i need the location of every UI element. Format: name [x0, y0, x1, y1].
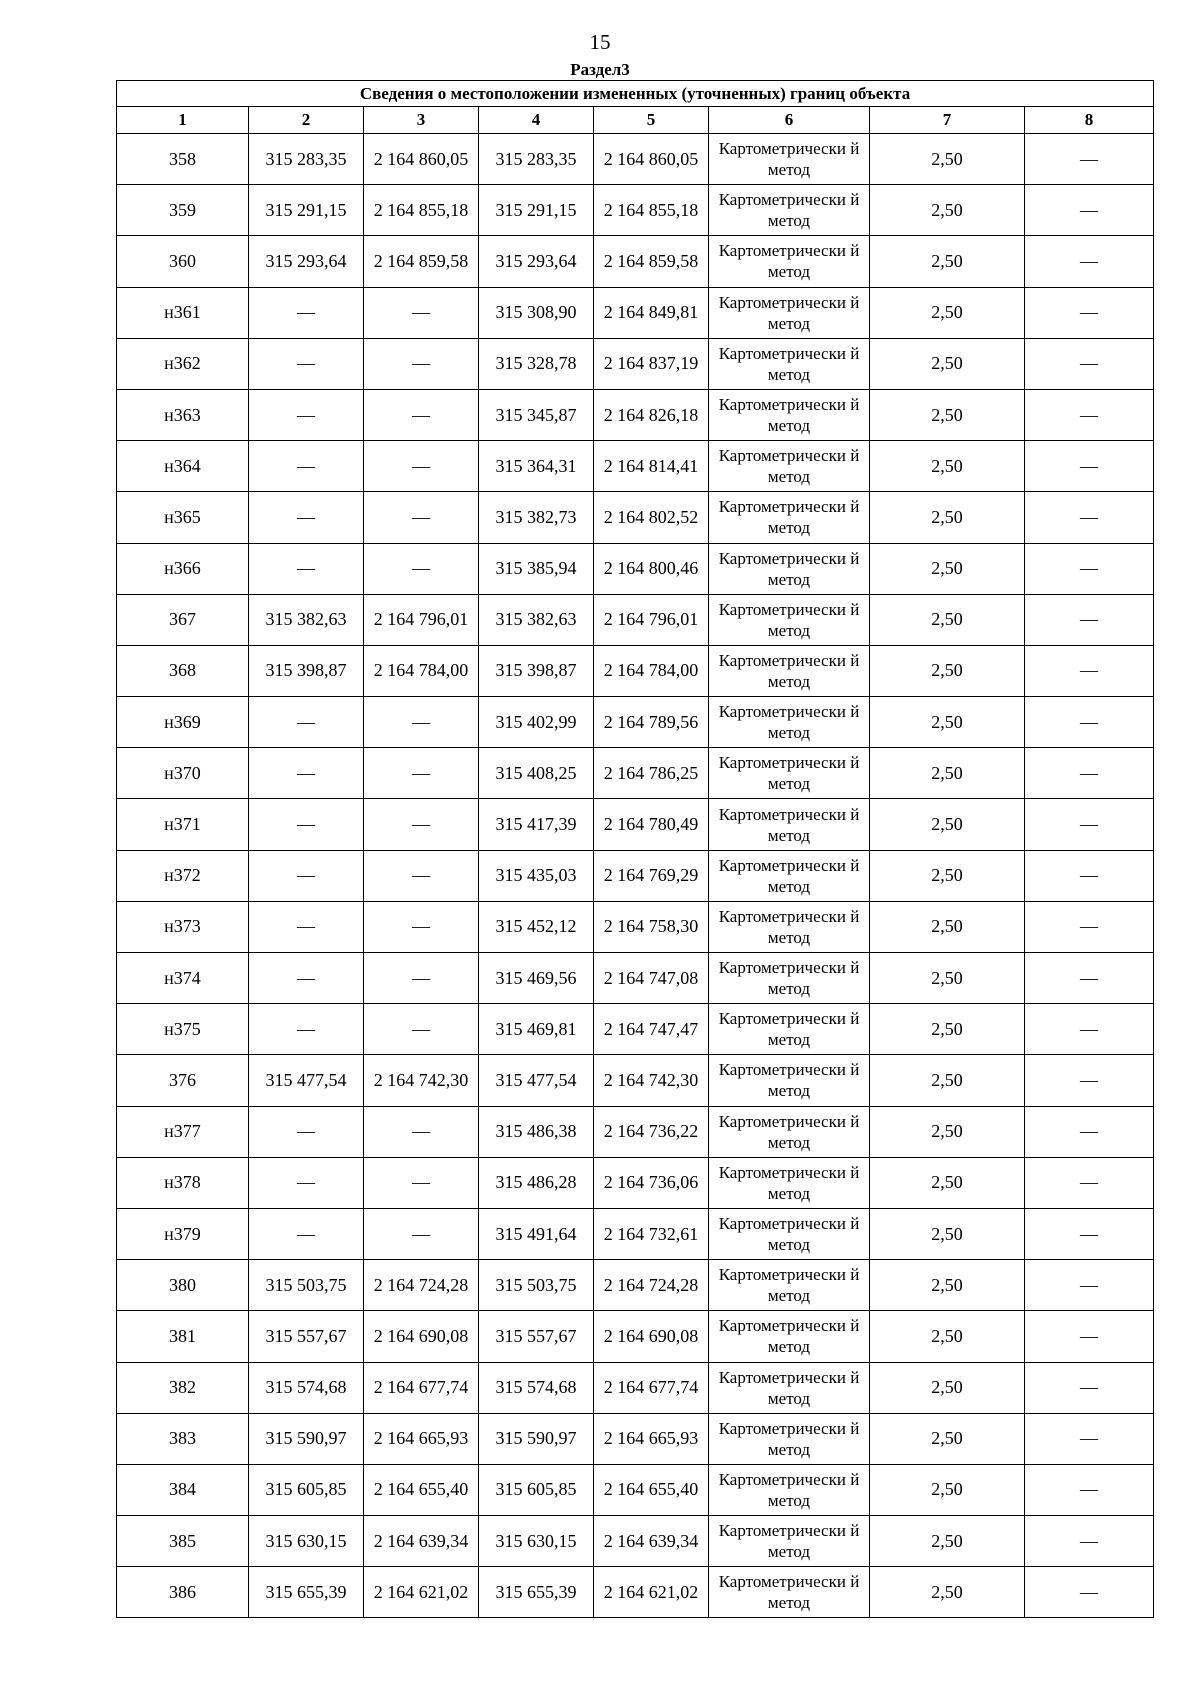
method-cell: Картометрически й метод: [709, 594, 870, 645]
description-cell: —: [1025, 1004, 1154, 1055]
method-cell: Картометрически й метод: [709, 1055, 870, 1106]
table-row: [117, 1311, 1154, 1362]
old-y-cell: —: [364, 1004, 479, 1055]
old-x-cell: 315 655,39: [249, 1567, 364, 1618]
new-y-cell: 2 164 758,30: [594, 901, 709, 952]
table-row: [117, 748, 1154, 799]
new-y-cell: 2 164 796,01: [594, 594, 709, 645]
new-y-cell: 2 164 814,41: [594, 441, 709, 492]
column-number: 2: [249, 107, 364, 134]
old-y-cell: 2 164 724,28: [364, 1260, 479, 1311]
old-y-cell: —: [364, 543, 479, 594]
table-row: [117, 389, 1154, 440]
point-number-cell: н373: [117, 901, 249, 952]
old-x-cell: 315 293,64: [249, 236, 364, 287]
accuracy-cell: 2,50: [870, 287, 1025, 338]
old-y-cell: 2 164 621,02: [364, 1567, 479, 1618]
old-x-cell: —: [249, 543, 364, 594]
old-y-cell: 2 164 665,93: [364, 1413, 479, 1464]
new-y-cell: 2 164 655,40: [594, 1464, 709, 1515]
accuracy-cell: 2,50: [870, 1362, 1025, 1413]
old-y-cell: 2 164 690,08: [364, 1311, 479, 1362]
old-y-cell: 2 164 784,00: [364, 645, 479, 696]
accuracy-cell: 2,50: [870, 1260, 1025, 1311]
description-cell: —: [1025, 799, 1154, 850]
new-y-cell: 2 164 736,22: [594, 1106, 709, 1157]
method-cell: Картометрически й метод: [709, 185, 870, 236]
old-x-cell: 315 291,15: [249, 185, 364, 236]
old-y-cell: —: [364, 338, 479, 389]
table-row: [117, 1567, 1154, 1618]
old-x-cell: —: [249, 850, 364, 901]
new-y-cell: 2 164 860,05: [594, 134, 709, 185]
table-row: [117, 1362, 1154, 1413]
new-x-cell: 315 469,56: [479, 953, 594, 1004]
column-number: 3: [364, 107, 479, 134]
table-row: [117, 850, 1154, 901]
point-number-cell: 380: [117, 1260, 249, 1311]
old-y-cell: —: [364, 1157, 479, 1208]
old-x-cell: 315 630,15: [249, 1516, 364, 1567]
old-x-cell: —: [249, 901, 364, 952]
new-y-cell: 2 164 784,00: [594, 645, 709, 696]
description-cell: —: [1025, 645, 1154, 696]
new-y-cell: 2 164 859,58: [594, 236, 709, 287]
point-number-cell: н362: [117, 338, 249, 389]
accuracy-cell: 2,50: [870, 543, 1025, 594]
old-x-cell: —: [249, 1106, 364, 1157]
new-y-cell: 2 164 742,30: [594, 1055, 709, 1106]
method-cell: Картометрически й метод: [709, 389, 870, 440]
table-row: [117, 1055, 1154, 1106]
table-row: [117, 901, 1154, 952]
old-y-cell: 2 164 639,34: [364, 1516, 479, 1567]
old-x-cell: —: [249, 953, 364, 1004]
table-row: [117, 1157, 1154, 1208]
description-cell: —: [1025, 492, 1154, 543]
method-cell: Картометрически й метод: [709, 1413, 870, 1464]
old-x-cell: 315 382,63: [249, 594, 364, 645]
accuracy-cell: 2,50: [870, 1208, 1025, 1259]
point-number-cell: 383: [117, 1413, 249, 1464]
column-number: 8: [1025, 107, 1154, 134]
point-number-cell: 384: [117, 1464, 249, 1515]
point-number-cell: 359: [117, 185, 249, 236]
column-number: 7: [870, 107, 1025, 134]
new-y-cell: 2 164 769,29: [594, 850, 709, 901]
old-y-cell: —: [364, 492, 479, 543]
description-cell: —: [1025, 389, 1154, 440]
accuracy-cell: 2,50: [870, 338, 1025, 389]
point-number-cell: 368: [117, 645, 249, 696]
old-x-cell: 315 503,75: [249, 1260, 364, 1311]
old-y-cell: —: [364, 1106, 479, 1157]
new-y-cell: 2 164 800,46: [594, 543, 709, 594]
old-y-cell: 2 164 677,74: [364, 1362, 479, 1413]
old-y-cell: 2 164 742,30: [364, 1055, 479, 1106]
accuracy-cell: 2,50: [870, 799, 1025, 850]
description-cell: —: [1025, 543, 1154, 594]
table-row: [117, 1413, 1154, 1464]
new-y-cell: 2 164 849,81: [594, 287, 709, 338]
table-body: [117, 134, 1154, 1618]
description-cell: —: [1025, 850, 1154, 901]
method-cell: Картометрически й метод: [709, 287, 870, 338]
table-title: Сведения о местоположении измененных (уточненных) границ объекта: [117, 81, 1154, 107]
new-x-cell: 315 382,73: [479, 492, 594, 543]
point-number-cell: 381: [117, 1311, 249, 1362]
new-y-cell: 2 164 837,19: [594, 338, 709, 389]
table-row: [117, 645, 1154, 696]
point-number-cell: 367: [117, 594, 249, 645]
new-y-cell: 2 164 802,52: [594, 492, 709, 543]
method-cell: Картометрически й метод: [709, 1464, 870, 1515]
point-number-cell: н372: [117, 850, 249, 901]
page-number: 15: [589, 30, 611, 54]
section-title: Раздел3: [570, 60, 630, 79]
new-x-cell: 315 477,54: [479, 1055, 594, 1106]
accuracy-cell: 2,50: [870, 697, 1025, 748]
new-x-cell: 315 452,12: [479, 901, 594, 952]
new-x-cell: 315 469,81: [479, 1004, 594, 1055]
column-number: 6: [709, 107, 870, 134]
method-cell: Картометрически й метод: [709, 697, 870, 748]
new-y-cell: 2 164 732,61: [594, 1208, 709, 1259]
new-x-cell: 315 345,87: [479, 389, 594, 440]
old-x-cell: —: [249, 748, 364, 799]
method-cell: Картометрически й метод: [709, 1311, 870, 1362]
accuracy-cell: 2,50: [870, 594, 1025, 645]
description-cell: —: [1025, 1260, 1154, 1311]
description-cell: —: [1025, 1362, 1154, 1413]
column-number: 4: [479, 107, 594, 134]
new-y-cell: 2 164 665,93: [594, 1413, 709, 1464]
table-row: [117, 1106, 1154, 1157]
point-number-cell: н379: [117, 1208, 249, 1259]
point-number-cell: н363: [117, 389, 249, 440]
new-y-cell: 2 164 747,08: [594, 953, 709, 1004]
accuracy-cell: 2,50: [870, 492, 1025, 543]
description-cell: —: [1025, 1157, 1154, 1208]
description-cell: —: [1025, 338, 1154, 389]
old-x-cell: 315 477,54: [249, 1055, 364, 1106]
description-cell: —: [1025, 748, 1154, 799]
table-row: [117, 287, 1154, 338]
old-y-cell: 2 164 860,05: [364, 134, 479, 185]
old-x-cell: —: [249, 441, 364, 492]
old-x-cell: 315 557,67: [249, 1311, 364, 1362]
new-x-cell: 315 291,15: [479, 185, 594, 236]
table-row: [117, 594, 1154, 645]
point-number-cell: 376: [117, 1055, 249, 1106]
table-row: [117, 441, 1154, 492]
accuracy-cell: 2,50: [870, 134, 1025, 185]
new-y-cell: 2 164 789,56: [594, 697, 709, 748]
point-number-cell: 385: [117, 1516, 249, 1567]
accuracy-cell: 2,50: [870, 441, 1025, 492]
description-cell: —: [1025, 953, 1154, 1004]
table-row: [117, 236, 1154, 287]
old-y-cell: 2 164 859,58: [364, 236, 479, 287]
new-y-cell: 2 164 677,74: [594, 1362, 709, 1413]
description-cell: —: [1025, 185, 1154, 236]
new-x-cell: 315 655,39: [479, 1567, 594, 1618]
new-y-cell: 2 164 621,02: [594, 1567, 709, 1618]
point-number-cell: н364: [117, 441, 249, 492]
point-number-cell: н375: [117, 1004, 249, 1055]
old-y-cell: —: [364, 389, 479, 440]
new-x-cell: 315 417,39: [479, 799, 594, 850]
old-y-cell: 2 164 796,01: [364, 594, 479, 645]
method-cell: Картометрически й метод: [709, 850, 870, 901]
new-y-cell: 2 164 724,28: [594, 1260, 709, 1311]
description-cell: —: [1025, 441, 1154, 492]
description-cell: —: [1025, 236, 1154, 287]
new-x-cell: 315 605,85: [479, 1464, 594, 1515]
method-cell: Картометрически й метод: [709, 799, 870, 850]
column-number: 5: [594, 107, 709, 134]
new-x-cell: 315 486,38: [479, 1106, 594, 1157]
point-number-cell: 382: [117, 1362, 249, 1413]
method-cell: Картометрически й метод: [709, 1157, 870, 1208]
new-x-cell: 315 491,64: [479, 1208, 594, 1259]
old-x-cell: —: [249, 389, 364, 440]
method-cell: Картометрически й метод: [709, 492, 870, 543]
column-number: 1: [117, 107, 249, 134]
new-y-cell: 2 164 855,18: [594, 185, 709, 236]
point-number-cell: н361: [117, 287, 249, 338]
description-cell: —: [1025, 1208, 1154, 1259]
old-y-cell: —: [364, 953, 479, 1004]
new-x-cell: 315 435,03: [479, 850, 594, 901]
description-cell: —: [1025, 134, 1154, 185]
description-cell: —: [1025, 1413, 1154, 1464]
new-x-cell: 315 630,15: [479, 1516, 594, 1567]
accuracy-cell: 2,50: [870, 1464, 1025, 1515]
method-cell: Картометрически й метод: [709, 953, 870, 1004]
method-cell: Картометрически й метод: [709, 1362, 870, 1413]
new-x-cell: 315 503,75: [479, 1260, 594, 1311]
point-number-cell: 358: [117, 134, 249, 185]
accuracy-cell: 2,50: [870, 901, 1025, 952]
new-x-cell: 315 385,94: [479, 543, 594, 594]
point-number-cell: н366: [117, 543, 249, 594]
table-row: [117, 492, 1154, 543]
old-x-cell: 315 605,85: [249, 1464, 364, 1515]
description-cell: —: [1025, 1567, 1154, 1618]
new-x-cell: 315 364,31: [479, 441, 594, 492]
description-cell: —: [1025, 1055, 1154, 1106]
method-cell: Картометрически й метод: [709, 1567, 870, 1618]
method-cell: Картометрически й метод: [709, 1516, 870, 1567]
accuracy-cell: 2,50: [870, 1311, 1025, 1362]
method-cell: Картометрически й метод: [709, 543, 870, 594]
accuracy-cell: 2,50: [870, 236, 1025, 287]
accuracy-cell: 2,50: [870, 850, 1025, 901]
table-row: [117, 1004, 1154, 1055]
table-row: [117, 543, 1154, 594]
description-cell: —: [1025, 901, 1154, 952]
old-y-cell: —: [364, 287, 479, 338]
table-row: [117, 1464, 1154, 1515]
method-cell: Картометрически й метод: [709, 1004, 870, 1055]
new-x-cell: 315 590,97: [479, 1413, 594, 1464]
old-y-cell: —: [364, 441, 479, 492]
point-number-cell: н374: [117, 953, 249, 1004]
old-x-cell: —: [249, 697, 364, 748]
method-cell: Картометрически й метод: [709, 338, 870, 389]
method-cell: Картометрически й метод: [709, 1208, 870, 1259]
new-y-cell: 2 164 639,34: [594, 1516, 709, 1567]
accuracy-cell: 2,50: [870, 1055, 1025, 1106]
accuracy-cell: 2,50: [870, 953, 1025, 1004]
old-x-cell: —: [249, 1157, 364, 1208]
new-x-cell: 315 382,63: [479, 594, 594, 645]
description-cell: —: [1025, 287, 1154, 338]
new-y-cell: 2 164 826,18: [594, 389, 709, 440]
old-x-cell: 315 283,35: [249, 134, 364, 185]
new-x-cell: 315 574,68: [479, 1362, 594, 1413]
table-row: [117, 338, 1154, 389]
old-x-cell: —: [249, 492, 364, 543]
table-row: [117, 1208, 1154, 1259]
accuracy-cell: 2,50: [870, 1516, 1025, 1567]
new-x-cell: 315 283,35: [479, 134, 594, 185]
description-cell: —: [1025, 594, 1154, 645]
new-y-cell: 2 164 780,49: [594, 799, 709, 850]
table-row: [117, 1516, 1154, 1567]
old-x-cell: —: [249, 287, 364, 338]
accuracy-cell: 2,50: [870, 1413, 1025, 1464]
description-cell: —: [1025, 1311, 1154, 1362]
new-x-cell: 315 308,90: [479, 287, 594, 338]
point-number-cell: 360: [117, 236, 249, 287]
column-number-row: [117, 107, 1154, 134]
accuracy-cell: 2,50: [870, 389, 1025, 440]
point-number-cell: н377: [117, 1106, 249, 1157]
new-y-cell: 2 164 747,47: [594, 1004, 709, 1055]
table-row: [117, 953, 1154, 1004]
method-cell: Картометрически й метод: [709, 645, 870, 696]
old-y-cell: 2 164 855,18: [364, 185, 479, 236]
old-x-cell: 315 398,87: [249, 645, 364, 696]
new-x-cell: 315 293,64: [479, 236, 594, 287]
description-cell: —: [1025, 697, 1154, 748]
accuracy-cell: 2,50: [870, 185, 1025, 236]
point-number-cell: 386: [117, 1567, 249, 1618]
table-row: [117, 799, 1154, 850]
old-y-cell: —: [364, 1208, 479, 1259]
point-number-cell: н369: [117, 697, 249, 748]
old-x-cell: 315 574,68: [249, 1362, 364, 1413]
old-y-cell: —: [364, 697, 479, 748]
method-cell: Картометрически й метод: [709, 748, 870, 799]
point-number-cell: н365: [117, 492, 249, 543]
old-y-cell: —: [364, 748, 479, 799]
old-x-cell: —: [249, 1004, 364, 1055]
old-y-cell: 2 164 655,40: [364, 1464, 479, 1515]
point-number-cell: н371: [117, 799, 249, 850]
point-number-cell: н370: [117, 748, 249, 799]
table-row: [117, 134, 1154, 185]
table-row: [117, 697, 1154, 748]
method-cell: Картометрически й метод: [709, 441, 870, 492]
old-x-cell: —: [249, 799, 364, 850]
method-cell: Картометрически й метод: [709, 236, 870, 287]
method-cell: Картометрически й метод: [709, 901, 870, 952]
accuracy-cell: 2,50: [870, 1004, 1025, 1055]
new-y-cell: 2 164 786,25: [594, 748, 709, 799]
accuracy-cell: 2,50: [870, 1157, 1025, 1208]
table-row: [117, 1260, 1154, 1311]
description-cell: —: [1025, 1516, 1154, 1567]
old-y-cell: —: [364, 799, 479, 850]
method-cell: Картометрически й метод: [709, 1106, 870, 1157]
old-y-cell: —: [364, 901, 479, 952]
boundary-coordinates-table: [116, 80, 1154, 1618]
new-y-cell: 2 164 736,06: [594, 1157, 709, 1208]
old-y-cell: —: [364, 850, 479, 901]
method-cell: Картометрически й метод: [709, 134, 870, 185]
new-y-cell: 2 164 690,08: [594, 1311, 709, 1362]
accuracy-cell: 2,50: [870, 1567, 1025, 1618]
old-x-cell: 315 590,97: [249, 1413, 364, 1464]
new-x-cell: 315 328,78: [479, 338, 594, 389]
new-x-cell: 315 486,28: [479, 1157, 594, 1208]
accuracy-cell: 2,50: [870, 748, 1025, 799]
accuracy-cell: 2,50: [870, 645, 1025, 696]
method-cell: Картометрически й метод: [709, 1260, 870, 1311]
table-row: [117, 185, 1154, 236]
description-cell: —: [1025, 1106, 1154, 1157]
old-x-cell: —: [249, 1208, 364, 1259]
new-x-cell: 315 398,87: [479, 645, 594, 696]
description-cell: —: [1025, 1464, 1154, 1515]
new-x-cell: 315 402,99: [479, 697, 594, 748]
old-x-cell: —: [249, 338, 364, 389]
point-number-cell: н378: [117, 1157, 249, 1208]
new-x-cell: 315 408,25: [479, 748, 594, 799]
accuracy-cell: 2,50: [870, 1106, 1025, 1157]
new-x-cell: 315 557,67: [479, 1311, 594, 1362]
